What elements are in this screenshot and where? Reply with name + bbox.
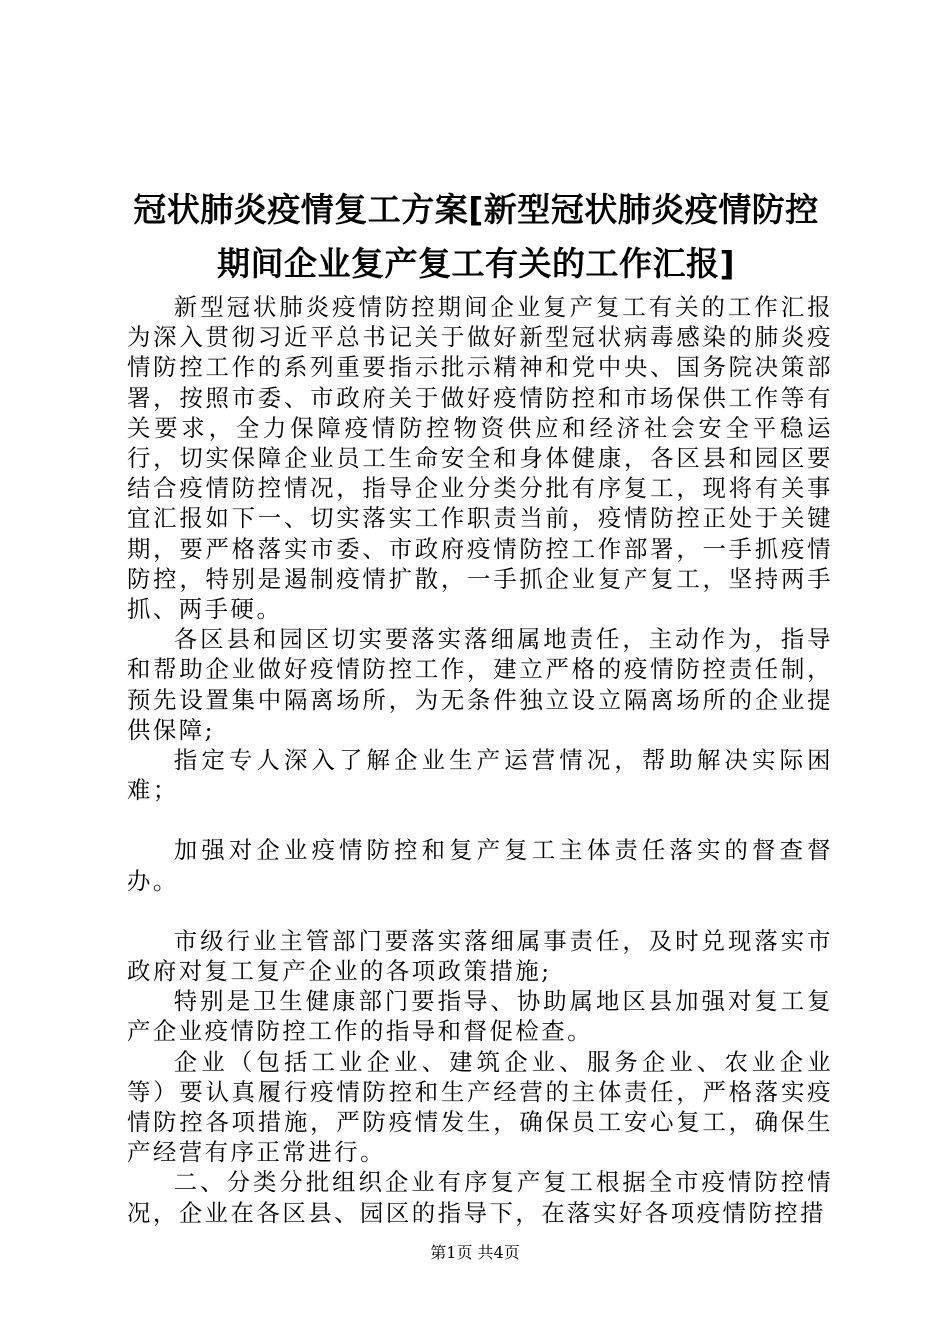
- page-number-footer: 第1页 共4页: [430, 1243, 520, 1262]
- document-body: [127, 292, 833, 1228]
- paragraph: 指定专人深入了解企业生产运营情况，帮助解决实际困难；: [127, 746, 833, 805]
- paragraph: 新型冠状肺炎疫情防控期间企业复产复工有关的工作汇报为深入贯彻习近平总书记关于做好新型冠状病毒感染的肺炎疫情防控工作的系列重要指示批示精神和党中央、国务院决策部署，按照市委、市政府关于做好疫情防控和市场保供工作等有关要求，全力保障疫情防控物资供应和经济社会安全平稳运行，切实保障企业员工生命安全和身体健康，各区县和园区要结合疫情防控情况，指导企业分类分批有序复工，现将有关事宜汇报如下一、切实落实工作职责当前，疫情防控正处于关键期，要严格落实市委、市政府疫情防控工作部署，一手抓疫情防控，特别是遏制疫情扩散，一手抓企业复产复工，坚持两手抓、两手硬。: [127, 293, 833, 624]
- paragraph: 二、分类分批组织企业有序复产复工根据全市疫情防控情况，企业在各区县、园区的指导下，在落实好各项疫情防控措: [127, 1168, 833, 1227]
- paragraph: 加强对企业疫情防控和复产复工主体责任落实的督查督办。: [127, 836, 833, 895]
- paragraph: 特别是卫生健康部门要指导、协助属地区县加强对复工复产企业疫情防控工作的指导和督促检查。: [127, 987, 833, 1046]
- paragraph: 市级行业主管部门要落实落细属事责任，及时兑现落实市政府对复工复产企业的各项政策措施;: [127, 926, 833, 986]
- paragraph: 各区县和园区切实要落实落细属地责任，主动作为，指导和帮助企业做好疫情防控工作，建立严格的疫情防控责任制，预先设置集中隔离场所，为无条件独立设立隔离场所的企业提供保障;: [127, 625, 833, 744]
- document-title: 冠状肺炎疫情复工方案[新型冠状肺炎疫情防控期间企业复产复工有关的工作汇报]: [133, 190, 819, 283]
- paragraph: 企业（包括工业企业、建筑企业、服务企业、农业企业等）要认真履行疫情防控和生产经营的主体责任，严格落实疫情防控各项措施，严防疫情发生，确保员工安心复工，确保生产经营有序正常进行。: [127, 1047, 833, 1167]
